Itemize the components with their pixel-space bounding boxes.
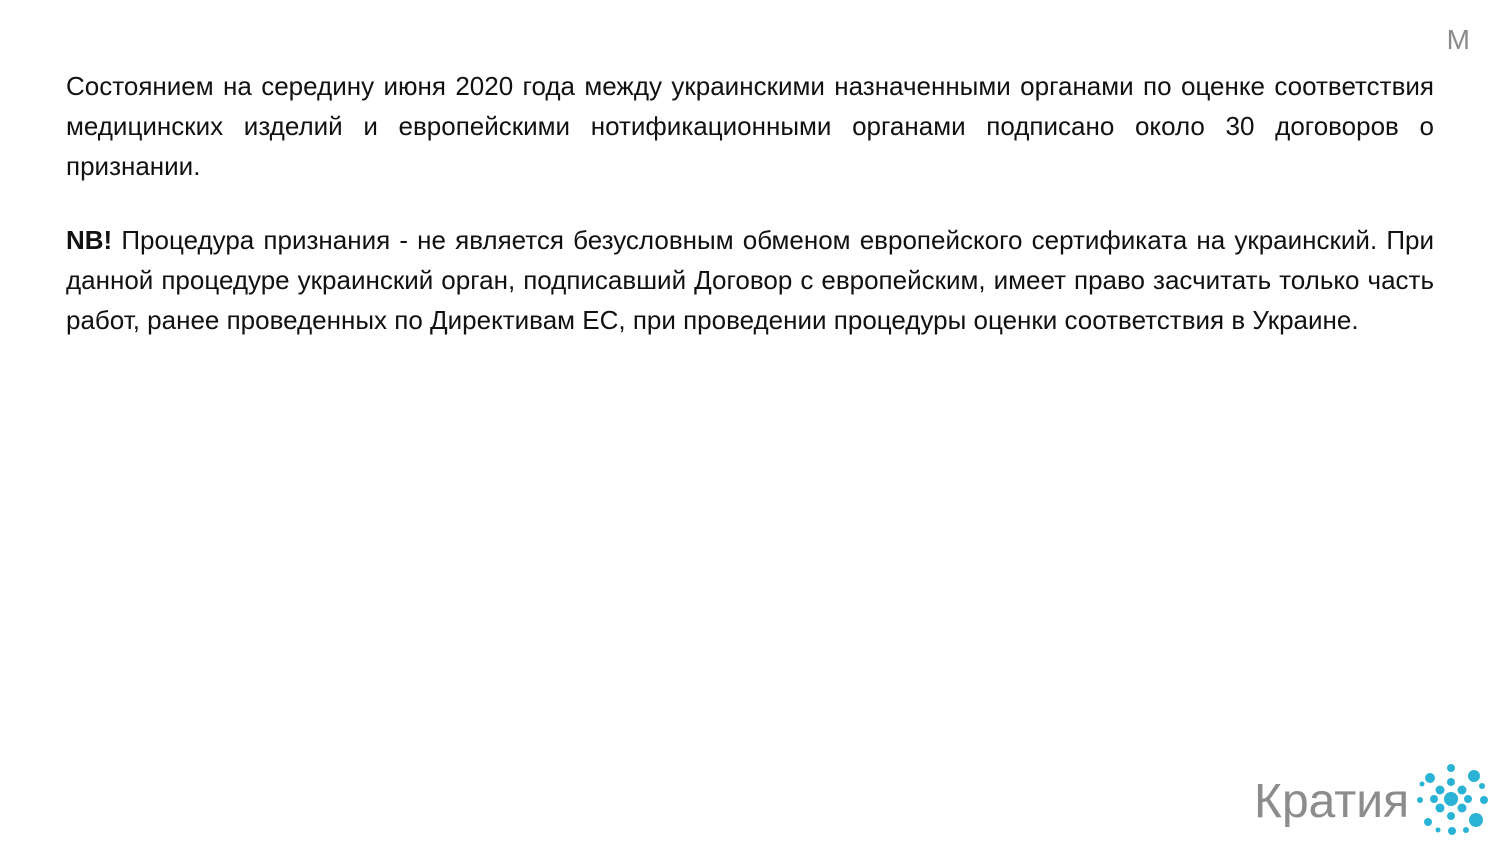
splash-dots-icon (1412, 760, 1490, 838)
page-marker: M (1446, 24, 1470, 55)
nb-label: NB! (66, 225, 113, 255)
nb-text: Процедура признания - не является безусловным обменом европейского сертификата на украинский. При данной процедуре украинский орган, подписавший Договор с европейским, имеет право засчитать только часть работ, ранее проведенных по Директивам ЕС, при проведении процедуры оценки соответствия в Украине. (66, 225, 1434, 335)
logo-text: Кратия (1254, 775, 1410, 828)
kratia-logo (1250, 760, 1490, 840)
paragraph-recognition-agreements: Состоянием на середину июня 2020 года между украинскими назначенными органами по оценке соответствия медицинских изделий и европейскими нотификационными органами подписано около 30 договоров о признании. (66, 71, 1434, 181)
paragraph-nb-note (66, 220, 1434, 340)
document-body (66, 66, 1434, 340)
